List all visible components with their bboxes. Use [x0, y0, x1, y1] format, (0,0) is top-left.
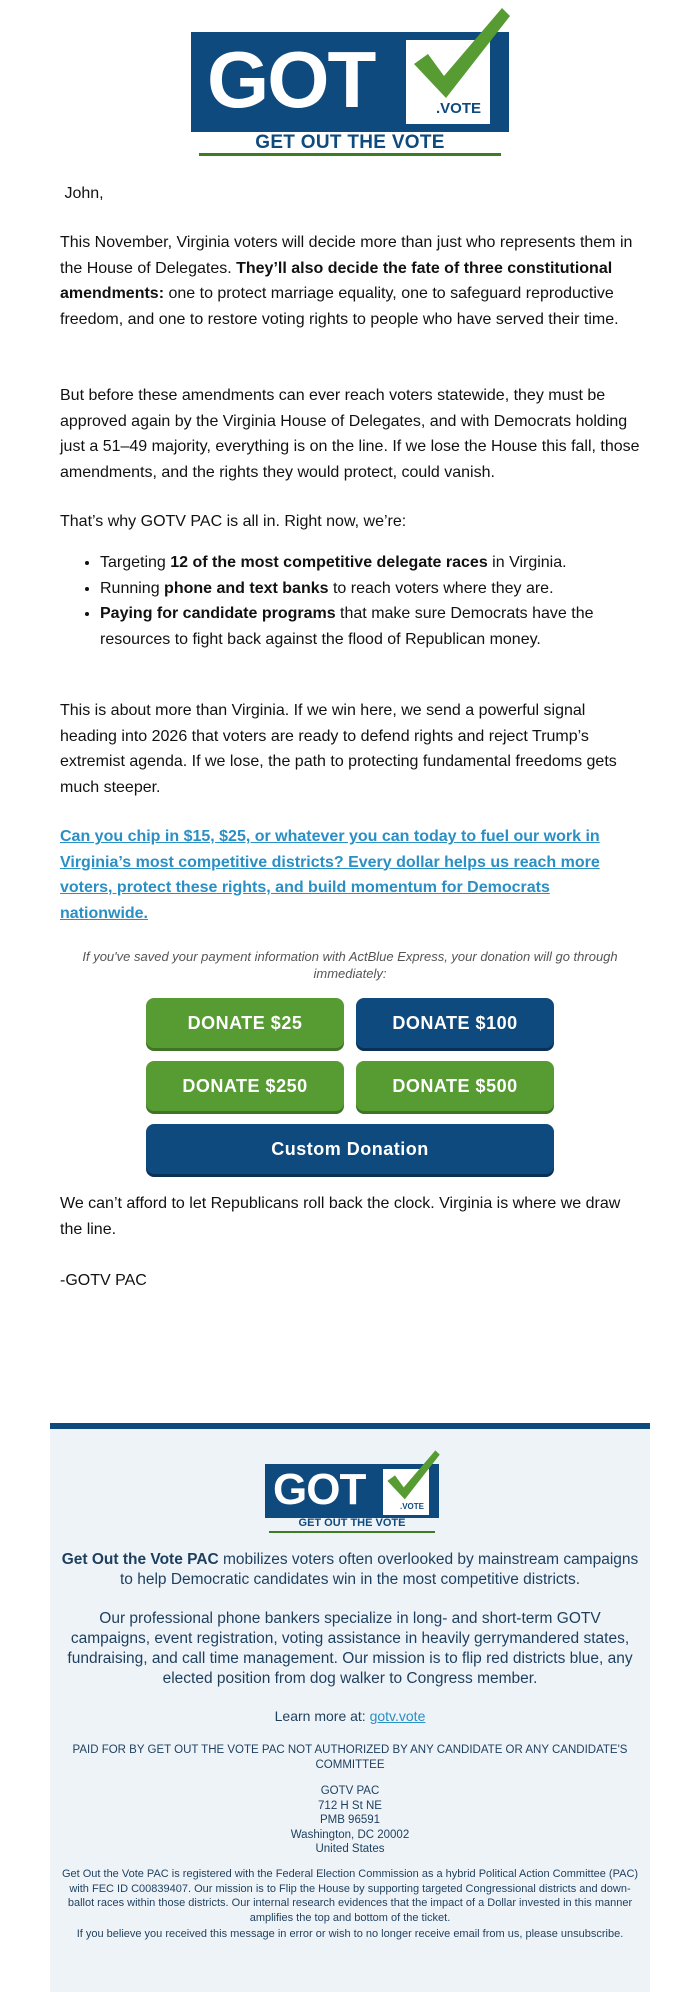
- footer-phone-bankers: Our professional phone bankers specialize in long- and short-term GOTV campaigns, event registration, voting assistance in heavily gerrymandered states, fundraising, and call time management. Our mission is to flip red districts blue, any elected position from dog walker to Congress member.: [67, 1610, 633, 1687]
- list-item: [100, 576, 640, 602]
- paragraph-beyond-virginia: [60, 698, 640, 800]
- footer-learn-more: [60, 1707, 640, 1725]
- donation-ask-link[interactable]: Can you chip in $15, $25, or whatever you can today to fuel our work in Virginia’s most competitive districts? Every dollar helps us reach more voters, protect these rights, and build momentum for Democrats nationwide.: [60, 828, 600, 922]
- unsubscribe-text: If you believe you received this message in error or wish to no longer receive email from us, please: [76, 1928, 561, 1940]
- action-list: [60, 550, 640, 652]
- learn-more-link[interactable]: gotv.vote: [369, 1708, 426, 1724]
- list-item-text: Targeting: [100, 554, 171, 571]
- actblue-note: If you've saved your payment information with ActBlue Express, your donation will go through immediately:: [82, 949, 618, 981]
- list-item-text-end: that make sure Democrats have the resources to fight back against the flood of Republican money.: [100, 605, 594, 648]
- address-street: 712 H St NE: [318, 1799, 382, 1812]
- donate-25-button[interactable]: DONATE $25: [146, 998, 344, 1048]
- list-item: [100, 601, 640, 652]
- signoff: [60, 1268, 640, 1294]
- paragraph-house: [60, 383, 640, 485]
- beyond-virginia-text: This is about more than Virginia. If we win here, we send a powerful signal heading into 2026 that voters are ready to defend rights and reject Trump’s extremist agenda. If we lose, the path to protecting fundamental freedoms gets much steeper.: [60, 702, 617, 796]
- footer-mission: [60, 1550, 640, 1590]
- unsubscribe-link[interactable]: unsubscribe: [560, 1928, 621, 1940]
- paragraph-all-in: [60, 509, 640, 535]
- logo-suffix: .VOTE: [436, 100, 482, 117]
- signoff-text: -GOTV PAC: [60, 1272, 147, 1289]
- footer-mission-bold: Get Out the Vote PAC: [61, 1551, 219, 1568]
- closing-text: We can’t afford to let Republicans roll back the clock. Virginia is where we draw the line.: [60, 1195, 621, 1238]
- address-pmb: PMB 96591: [319, 1814, 381, 1826]
- paid-for-disclaimer: PAID FOR BY GET OUT THE VOTE PAC NOT AUTHORIZED BY ANY CANDIDATE OR ANY CANDIDATE'S COMMITTEE: [72, 1744, 628, 1771]
- footer-logo-suffix: .VOTE: [400, 1502, 425, 1511]
- footer: [50, 1423, 650, 1992]
- footer-mission-text: mobilizes voters often overlooked by mainstream campaigns to help Democratic candidates win in the most competitive districts.: [119, 1551, 639, 1588]
- checkmark-icon: [406, 6, 516, 106]
- header-logo[interactable]: [191, 10, 511, 160]
- address-country: United States: [315, 1843, 385, 1855]
- greeting-text: John,: [64, 185, 104, 202]
- intro-bold-text: They’ll also decide the fate of three constitutional amendments:: [60, 259, 613, 302]
- footer-logo-tagline: GET OUT THE VOTE: [298, 1517, 406, 1529]
- footer-logo[interactable]: [265, 1449, 440, 1539]
- donate-100-button[interactable]: DONATE $100: [356, 998, 554, 1048]
- learn-more-label: Learn more at:: [274, 1708, 370, 1724]
- list-item-text-end: to reach voters where they are.: [328, 579, 554, 597]
- donate-250-button[interactable]: DONATE $250: [146, 1061, 344, 1111]
- unsubscribe-period: .: [620, 1928, 624, 1940]
- address-name: GOTV PAC: [320, 1785, 380, 1797]
- greeting: [60, 181, 640, 207]
- custom-donation-button[interactable]: Custom Donation: [146, 1124, 554, 1174]
- list-item: [100, 550, 640, 576]
- intro-text: This November, Virginia voters will decide more than just who represents them in the House of Delegates.: [60, 234, 633, 277]
- address-city: Washington, DC 20002: [290, 1828, 410, 1841]
- footer-logo-word: GOT: [273, 1465, 366, 1514]
- unsubscribe-note: [60, 1927, 640, 1942]
- footer-logo-underline: [269, 1531, 435, 1533]
- fec-disclaimer: Get Out the Vote PAC is registered with the Federal Election Commission as a hybrid Political Action Committee (PAC) with FEC ID C00839407. Our mission is to Flip the House by supporting targeted Congressional districts and down-ballot races within those districts. Our internal research evidences that the impact of a Dollar invested in this manner amplifies the top and bottom of the ticket.: [61, 1868, 639, 1924]
- logo-underline: [199, 153, 501, 156]
- logo-tagline: GET OUT THE VOTE: [255, 132, 445, 153]
- footer-checkmark-icon: [383, 1449, 443, 1504]
- paragraph-intro: [60, 230, 640, 332]
- list-item-bold: 12 of the most competitive delegate races: [170, 554, 488, 571]
- donation-ask: [60, 824, 640, 926]
- paragraph-closing: [60, 1191, 640, 1242]
- intro-text-end: one to protect marriage equality, one to safeguard reproductive freedom, and one to restore voting rights to people who have served their time.: [60, 285, 619, 328]
- all-in-text: That’s why GOTV PAC is all in. Right now, we’re:: [60, 513, 407, 530]
- list-item-text-end: in Virginia.: [487, 554, 567, 571]
- donate-500-button[interactable]: DONATE $500: [356, 1061, 554, 1111]
- list-item-bold: Paying for candidate programs: [100, 605, 336, 622]
- mailing-address: [60, 1784, 640, 1857]
- house-text: But before these amendments can ever reach voters statewide, they must be approved again by the Virginia House of Delegates, and with Democrats holding just a 51–49 majority, everything is on the line. If we lose the House this fall, those amendments, and the rights they would protect, could vanish.: [60, 387, 640, 481]
- logo-word: GOT: [207, 35, 375, 124]
- list-item-text: Running: [100, 579, 165, 597]
- list-item-bold: phone and text banks: [164, 579, 329, 597]
